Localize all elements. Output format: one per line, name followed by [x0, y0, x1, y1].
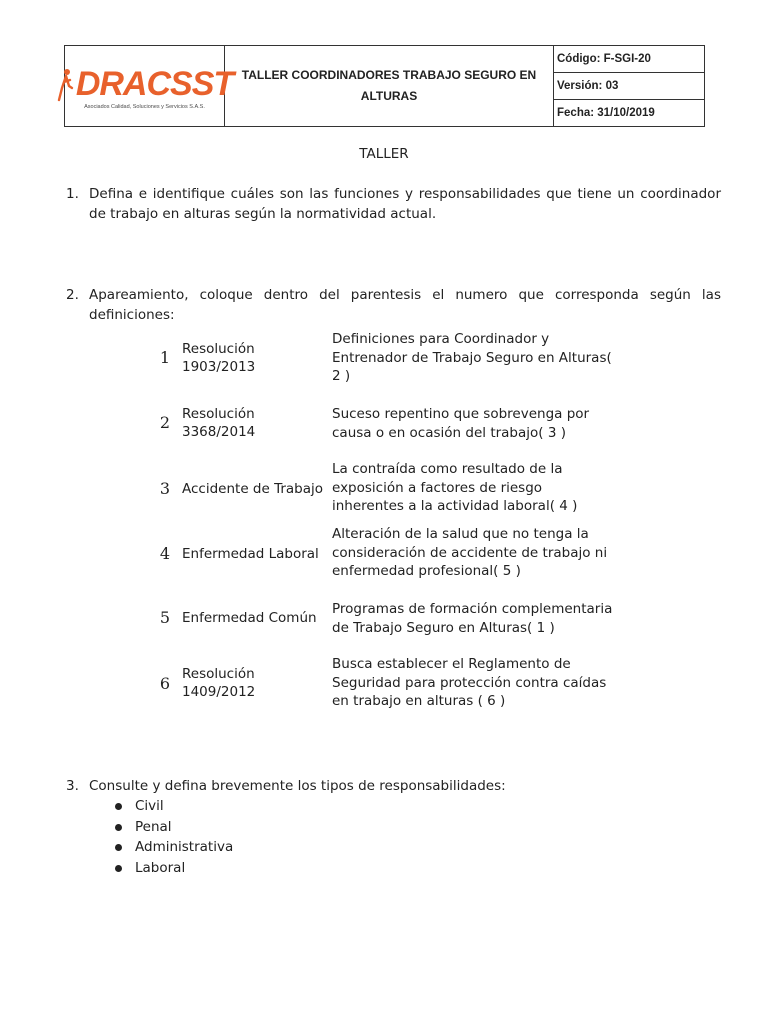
question-number: 3. — [66, 778, 79, 794]
page-title: TALLER — [359, 146, 409, 162]
row-term — [182, 480, 327, 498]
list-item — [112, 817, 233, 838]
worker-figure-icon — [56, 66, 74, 102]
term-line: Resolución — [182, 341, 255, 357]
question-number: 2. — [66, 287, 79, 303]
question-2 — [66, 285, 721, 325]
term-line: Resolución — [182, 406, 255, 422]
row-number: 3 — [159, 479, 171, 498]
document-meta — [554, 46, 704, 126]
bullet-icon — [115, 844, 122, 851]
row-definition: La contraída como resultado de la exposición a factores de riesgo inherentes a la actividad laboral( 4 ) — [332, 461, 578, 514]
question-text: Defina e identifique cuáles son las funciones y responsabilidades que tiene un coordinador de trabajo en alturas según la normatividad actual. — [89, 186, 721, 222]
row-term — [182, 340, 327, 376]
term-line: 1903/2013 — [182, 359, 256, 375]
term-line: Resolución — [182, 666, 255, 682]
version-field: Versión: 03 — [554, 73, 704, 100]
code-field: Código: F-SGI-20 — [554, 46, 704, 73]
row-definition: Alteración de la salud que no tenga la consideración de accidente de trabajo ni enfermedad profesional( 5 ) — [332, 526, 608, 579]
row-number: 4 — [159, 544, 171, 563]
list-item — [112, 837, 233, 858]
list-item-label: Laboral — [135, 859, 186, 876]
bullet-icon — [115, 803, 122, 810]
row-number: 1 — [159, 348, 171, 367]
row-number: 6 — [159, 674, 171, 693]
logo-brand: DRACSST — [75, 65, 234, 103]
term-line: Accidente de Trabajo — [182, 481, 324, 497]
bullet-icon — [115, 865, 122, 872]
date-field: Fecha: 31/10/2019 — [557, 107, 655, 119]
logo-tagline: Asociados Calidad, Soluciones y Servicios S.A.S. — [84, 104, 205, 110]
row-term — [182, 405, 327, 441]
question-number: 1. — [66, 186, 79, 202]
term-line: 1409/2012 — [182, 684, 256, 700]
bullet-icon — [115, 824, 122, 831]
row-term — [182, 665, 327, 701]
logo — [65, 46, 234, 126]
row-term — [182, 545, 327, 563]
list-item-label: Administrativa — [135, 839, 234, 855]
row-term — [182, 609, 327, 627]
responsibility-list — [112, 796, 233, 878]
list-item-label: Civil — [135, 798, 164, 814]
row-definition: Programas de formación complementaria de Trabajo Seguro en Alturas( 1 ) — [332, 601, 613, 636]
row-number: 5 — [159, 608, 171, 627]
document-heading: TALLER COORDINADORES TRABAJO SEGURO EN ALTURAS — [241, 68, 537, 103]
question-text: Apareamiento, coloque dentro del parentesis el numero que corresponda según las definiciones: — [89, 287, 721, 323]
row-definition: Suceso repentino que sobrevenga por causa o en ocasión del trabajo( 3 ) — [332, 406, 590, 441]
term-line: Enfermedad Laboral — [182, 546, 319, 562]
row-number: 2 — [159, 413, 171, 432]
list-item — [112, 796, 233, 817]
document-header — [64, 45, 705, 127]
row-definition: Definiciones para Coordinador y Entrenador de Trabajo Seguro en Alturas( 2 ) — [332, 331, 612, 384]
row-definition: Busca establecer el Reglamento de Seguridad para protección contra caídas en trabajo en alturas ( 6 ) — [332, 656, 607, 709]
list-item — [112, 858, 233, 879]
term-line: 3368/2014 — [182, 424, 256, 440]
question-1 — [66, 184, 721, 224]
question-text: Consulte y defina brevemente los tipos de responsabilidades: — [89, 778, 506, 794]
list-item-label: Penal — [135, 818, 172, 835]
term-line: Enfermedad Común — [182, 610, 317, 626]
question-3 — [66, 776, 721, 796]
